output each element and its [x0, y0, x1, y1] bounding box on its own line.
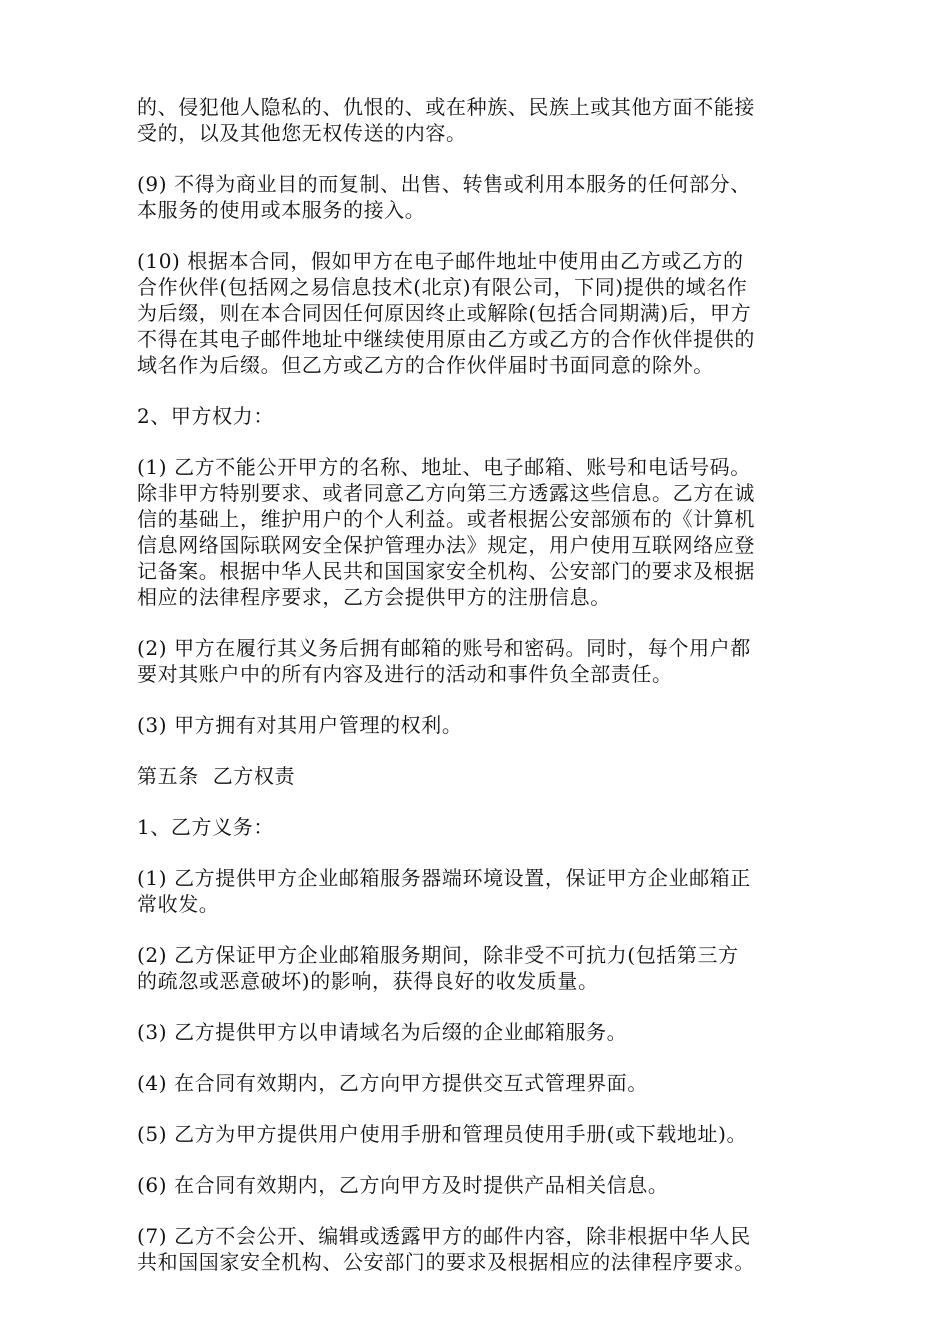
- paragraph: [137, 454, 817, 610]
- text-line: (4) 在合同有效期内，乙方向甲方提供交互式管理界面。: [137, 1071, 648, 1095]
- text-line: 本服务的使用或本服务的接入。: [137, 198, 426, 222]
- paragraph: [137, 814, 817, 840]
- paragraph: [137, 635, 817, 687]
- text-line: 要对其账户中的所有内容及进行的活动和事件负全部责任。: [137, 662, 673, 686]
- text-line: (5) 乙方为甲方提供用户使用手册和管理员使用手册(或下载地址)。: [137, 1122, 748, 1146]
- text-line: (6) 在合同有效期内，乙方向甲方及时提供产品相关信息。: [137, 1173, 669, 1197]
- text-line: 2、甲方权力：: [137, 404, 274, 428]
- text-line: 信的基础上，维护用户的个人利益。或者根据公安部颁布的《计算机: [137, 507, 755, 531]
- text-line: 1、乙方义务：: [137, 815, 274, 839]
- text-line: 的疏忽或恶意破坏)的影响，获得良好的收发质量。: [137, 969, 599, 993]
- text-line: 信息网络国际联网安全保护管理办法》规定，用户使用互联网络应登: [137, 533, 755, 557]
- document-page: [137, 94, 817, 1300]
- text-line: 受的，以及其他您无权传送的内容。: [137, 121, 467, 145]
- paragraph: [137, 403, 817, 429]
- text-line: (7) 乙方不会公开、编辑或透露甲方的邮件内容，除非根据中华人民: [137, 1224, 751, 1248]
- text-line: (3) 甲方拥有对其用户管理的权利。: [137, 713, 463, 737]
- text-line: (1) 乙方不能公开甲方的名称、地址、电子邮箱、账号和电话号码。: [137, 455, 751, 479]
- text-line: 域名作为后缀。但乙方或乙方的合作伙伴届时书面同意的除外。: [137, 353, 714, 377]
- text-line: 的、侵犯他人隐私的、仇恨的、或在种族、民族上或其他方面不能接: [137, 95, 755, 119]
- text-line: 除非甲方特别要求、或者同意乙方向第三方透露这些信息。乙方在诚: [137, 481, 755, 505]
- text-line: (9) 不得为商业目的而复制、出售、转售或利用本服务的任何部分、: [137, 172, 751, 196]
- paragraph: [137, 865, 817, 917]
- paragraph: [137, 1121, 817, 1147]
- text-line: (2) 乙方保证甲方企业邮箱服务期间，除非受不可抗力(包括第三方: [137, 943, 739, 967]
- text-line: 第五条 乙方权责: [137, 764, 296, 788]
- text-line: 合作伙伴(包括网之易信息技术(北京)有限公司，下同)提供的域名作: [137, 275, 748, 299]
- paragraph: [137, 94, 817, 146]
- text-line: 为后缀，则在本合同因任何原因终止或解除(包括合同期满)后，甲方: [137, 301, 752, 325]
- paragraph: [137, 1070, 817, 1096]
- text-line: 常收发。: [137, 892, 220, 916]
- text-line: 不得在其电子邮件地址中继续使用原由乙方或乙方的合作伙伴提供的: [137, 327, 755, 351]
- paragraph: [137, 1019, 817, 1045]
- paragraph: [137, 763, 817, 789]
- paragraph: [137, 248, 817, 378]
- paragraph: [137, 1172, 817, 1198]
- text-line: 共和国国家安全机构、公安部门的要求及根据相应的法律程序要求。: [137, 1250, 755, 1274]
- text-line: (2) 甲方在履行其义务后拥有邮箱的账号和密码。同时，每个用户都: [137, 636, 751, 660]
- text-line: (10) 根据本合同，假如甲方在电子邮件地址中使用由乙方或乙方的: [137, 249, 744, 273]
- paragraph: [137, 942, 817, 994]
- paragraph: [137, 712, 817, 738]
- text-line: (3) 乙方提供甲方以申请域名为后缀的企业邮箱服务。: [137, 1020, 628, 1044]
- text-line: 记备案。根据中华人民共和国国家安全机构、公安部门的要求及根据: [137, 559, 755, 583]
- paragraph: [137, 171, 817, 223]
- text-line: (1) 乙方提供甲方企业邮箱服务器端环境设置，保证甲方企业邮箱正: [137, 866, 751, 890]
- text-line: 相应的法律程序要求，乙方会提供甲方的注册信息。: [137, 585, 611, 609]
- paragraph: [137, 1223, 817, 1275]
